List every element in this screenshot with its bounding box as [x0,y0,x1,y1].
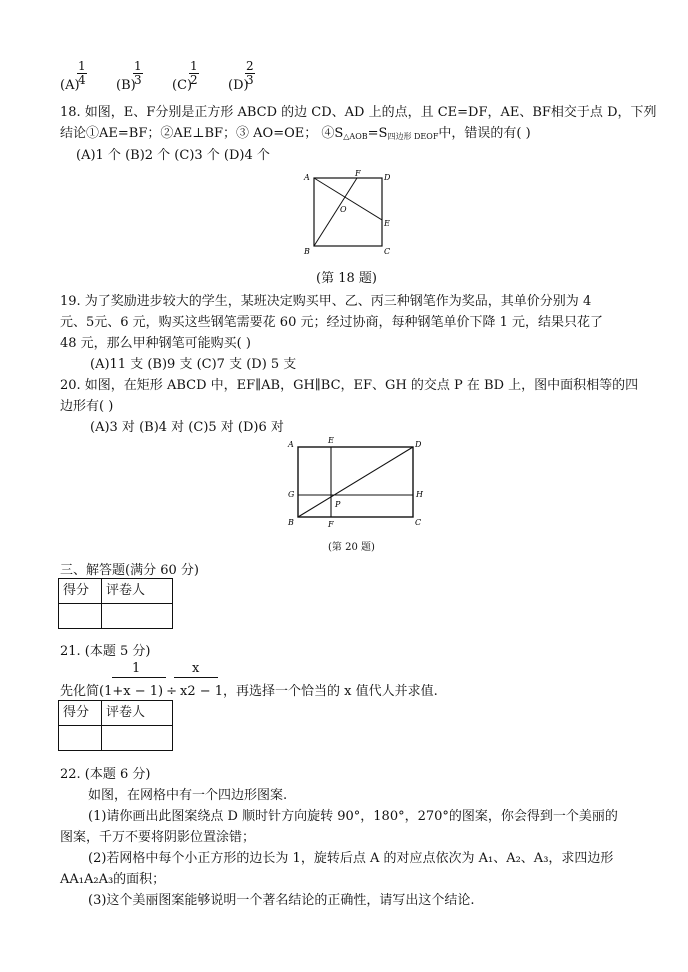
label-c: C [415,518,422,527]
option-b-label: (B) [116,78,136,93]
score-table-1 [58,578,173,629]
grader-label: 评卷人 [102,701,173,726]
label-a: A [288,440,294,449]
label-o: O [340,205,347,214]
score-label: 得分 [59,579,102,604]
q18-line2-a: 结论①AE=BF；②AE⊥BF；③ AO=OE； ④S [60,126,344,141]
q19-line3: 48 元，那么甲种钢笔可能购买( ) [60,336,251,351]
option-a-label: (A) [60,78,80,93]
q18-line2-b: =S [367,126,388,141]
q22-part1-line2: 图案，千万不要将阴影位置涂错； [60,830,256,845]
score-table-2 [58,700,173,751]
label-d: D [415,440,422,449]
option-c-fraction: $\frac{1}{2}$ [190,59,198,87]
q21-expr-c: ，再选择一个恰当的 x 值代人并求值. [223,684,438,699]
q22-part2-line2: AA₁A₂A₃的面积； [60,872,166,887]
option-d-label: (D) [228,78,249,93]
label-e: E [384,219,390,228]
q21-divide-sign: ÷ [166,684,177,699]
segment-bf [314,178,357,246]
label-b: B [304,247,310,256]
q20-line1: 20. 如图，在矩形 ABCD 中，EF∥AB，GH∥BC，EF、GH 的交点 P 在 BD 上，图中面积相等的四 [60,378,639,393]
q21-frac2-bar [174,677,218,678]
label-e: E [328,436,334,445]
label-c: C [384,247,391,256]
q20-line2: 边形有( ) [60,399,114,414]
q18-line1: 18. 如图，E、F分别是正方形 ABCD 的边 CD、AD 上的点，且 CE=DF，AE、BF相交于点 D，下列 [60,105,657,120]
label-f: F [355,169,361,178]
q22-part3: (3)这个美丽图案能够说明一个著名结论的正确性，请写出这个结论. [88,893,475,908]
option-a-fraction: $\frac{1}{4}$ [78,59,86,87]
q18-options: (A)1 个 (B)2 个 (C)3 个 (D)4 个 [76,148,270,163]
grader-cell[interactable] [102,726,173,751]
q21-frac1-bar [112,677,166,678]
q22-part1-line1: (1)请你画出此图案绕点 D 顺时针方向旋转 90°，180°，270°的图案，你会得到一个美丽的 [88,809,618,824]
label-d: D [384,173,391,182]
label-h: H [416,490,423,499]
option-c-label: (C) [172,78,193,93]
q21-title: 21. (本题 5 分) [60,644,151,659]
q21-expression [60,680,438,699]
section3-heading: 三、解答题(满分 60 分) [60,563,199,578]
score-cell[interactable] [59,726,102,751]
diagonal-bd [298,447,413,517]
q19-options: (A)11 支 (B)9 支 (C)7 支 (D) 5 支 [90,357,297,372]
q22-intro: 如图，在网格中有一个四边形图案. [88,788,288,803]
q19-line1: 19. 为了奖励进步较大的学生，某班决定购买甲、乙、丙三种钢笔作为奖品，其单价分别为 4 [60,294,592,309]
q19-line2: 元、5元、6 元，购买这些钢笔需要花 60 元；经过协商，每种钢笔单价下降 1 元，结果只花了 [60,315,604,330]
q20-options: (A)3 对 (B)4 对 (C)5 对 (D)6 对 [90,420,284,435]
q20-figure [282,435,432,531]
q20-caption: (第 20 题) [328,542,375,553]
option-d-fraction: $\frac{2}{3}$ [246,59,254,87]
q18-sub-deof: 四边形 DEOF [387,132,439,141]
square-abcd [314,178,382,246]
q18-caption: (第 18 题) [316,271,377,286]
label-b: B [288,518,294,527]
option-b-fraction: $\frac{1}{3}$ [134,59,142,87]
q22-title: 22. (本题 6 分) [60,767,151,782]
q21-expr-b: x2 − 1 [179,684,224,699]
q21-expr-a: 先化简(1+x − 1) [60,684,164,699]
score-label: 得分 [59,701,102,726]
label-p: P [335,500,341,509]
q18-line2-c: 中，错误的有( ) [438,126,531,141]
grader-cell[interactable] [102,604,173,629]
label-g: G [288,490,295,499]
q18-sub-aob: △AOB [343,132,368,141]
score-cell[interactable] [59,604,102,629]
q18-line2 [60,122,531,142]
label-f: F [328,520,334,529]
q22-part2-line1: (2)若网格中每个小正方形的边长为 1，旋转后点 A 的对应点依次为 A₁、A₂、A₃，求四边形 [88,851,614,866]
label-a: A [304,173,310,182]
q18-figure [300,168,396,264]
q21-frac2-num: x [192,661,200,676]
grader-label: 评卷人 [102,579,173,604]
segment-ae [314,178,382,220]
q21-frac1-num: 1 [132,661,141,676]
